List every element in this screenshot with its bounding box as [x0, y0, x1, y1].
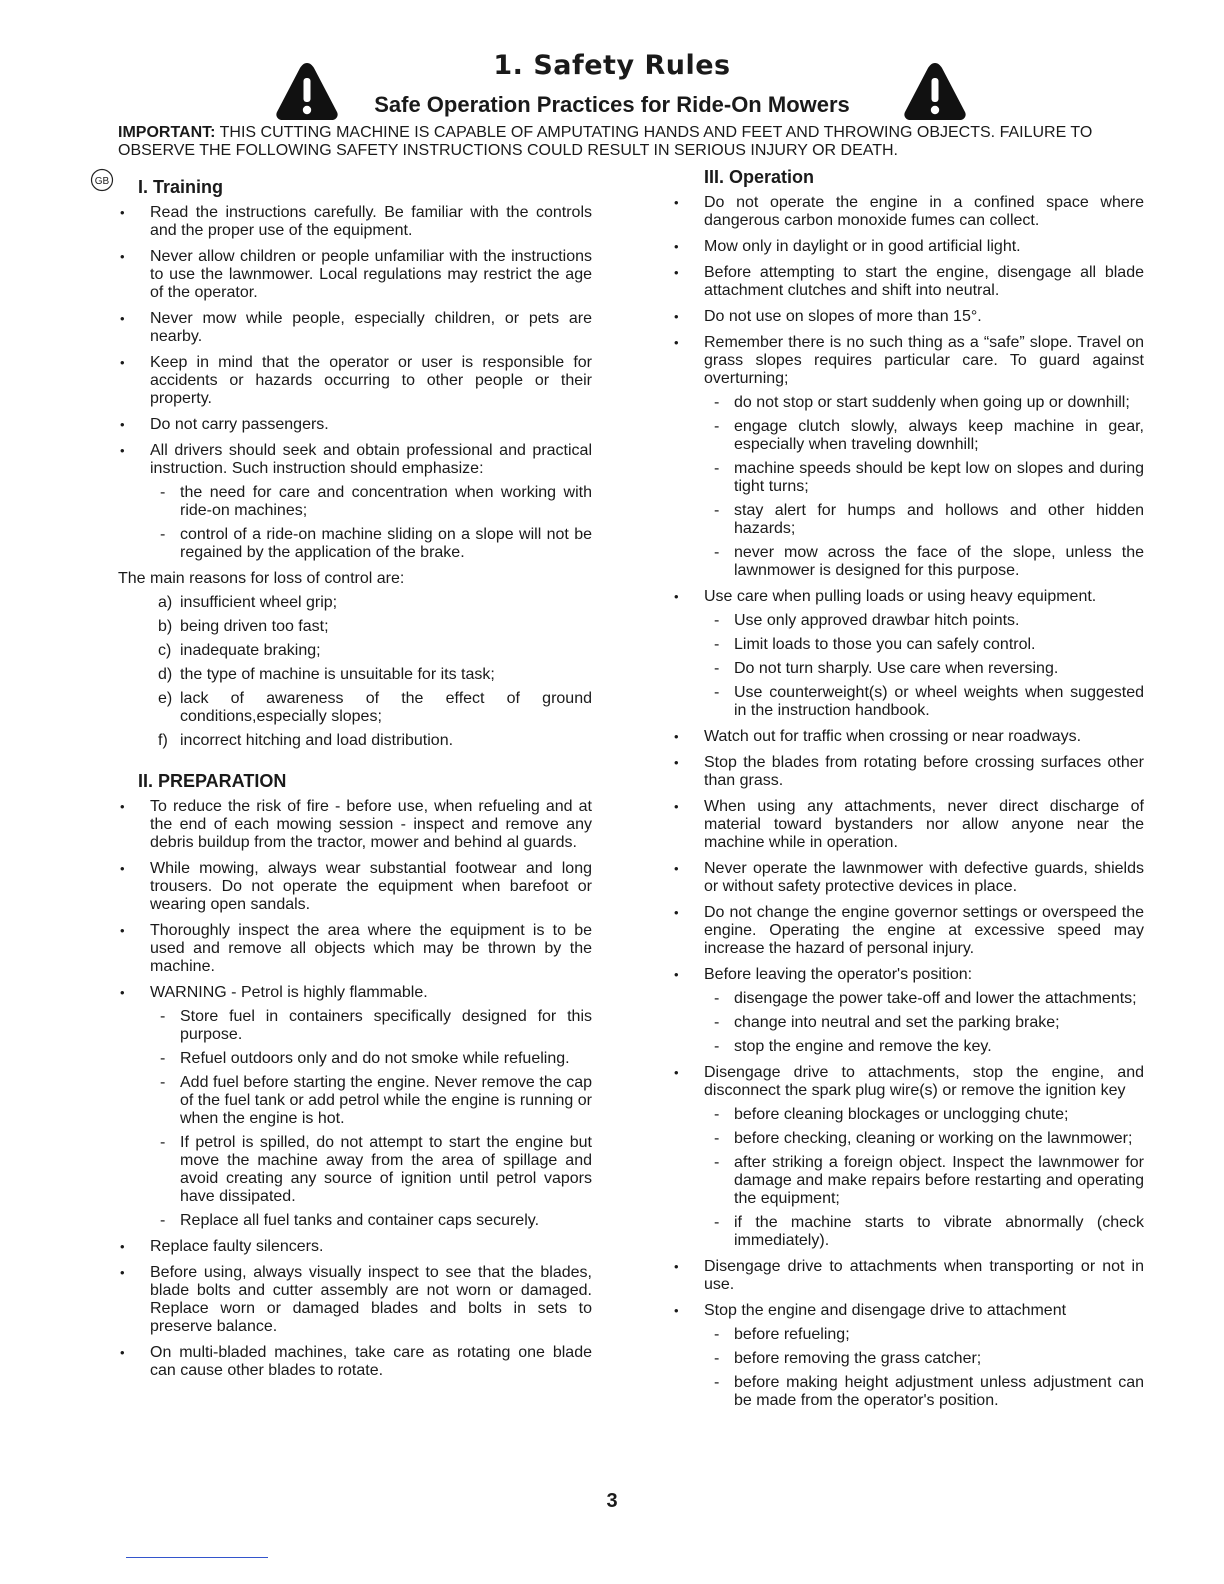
- list-item: • Read the instructions carefully. Be familiar with the controls and the proper use of the equipment.: [118, 204, 592, 240]
- list-item: • Before using, always visually inspect to see that the blades, blade bolts and cutter assembly are not worn or damaged. Replace worn or damaged blades and bolts in sets to preserve balance.: [118, 1264, 592, 1336]
- sub-list-item: - the need for care and concentration when working with ride-on machines;: [150, 484, 592, 520]
- sub-list-item: - before checking, cleaning or working on the lawnmower;: [704, 1130, 1144, 1148]
- page-number: 3: [606, 1490, 618, 1512]
- sub-list: [704, 1326, 1144, 1410]
- list-item: • Disengage drive to attachments when transporting or not in use.: [672, 1258, 1144, 1294]
- list-item: [118, 732, 592, 750]
- list-item: • Replace faulty silencers.: [118, 1238, 592, 1256]
- reasons-intro: The main reasons for loss of control are:: [118, 570, 405, 587]
- sub-list-item: - if the machine starts to vibrate abnormally (check immediately).: [704, 1214, 1144, 1250]
- sub-list-item: - disengage the power take-off and lower the attachments;: [704, 990, 1144, 1008]
- list-item: • Before attempting to start the engine, disengage all blade attachment clutches and shift into neutral.: [672, 264, 1144, 300]
- sub-list-item: - after striking a foreign object. Inspect the lawnmower for damage and make repairs before restarting and operating the equipment;: [704, 1154, 1144, 1208]
- list-item: [118, 984, 592, 1230]
- left-column: [118, 170, 592, 1388]
- list-item-text: Stop the engine and disengage drive to attachment: [704, 1302, 1067, 1319]
- list-item: • When using any attachments, never direct discharge of material toward bystanders nor allow anyone near the machine while in operation.: [672, 798, 1144, 852]
- sub-list-item: - Refuel outdoors only and do not smoke while refueling.: [150, 1050, 592, 1068]
- preparation-list: [118, 798, 592, 1380]
- sub-list-item: - before refueling;: [704, 1326, 1144, 1344]
- sub-list-item: - stop the engine and remove the key.: [704, 1038, 1144, 1056]
- list-item-text: the type of machine is unsuitable for its task;: [180, 666, 495, 683]
- sub-list-item: - stay alert for humps and hollows and other hidden hazards;: [704, 502, 1144, 538]
- sub-list: [150, 484, 592, 562]
- list-item-text: Before leaving the operator's position:: [704, 966, 973, 983]
- list-item: [118, 442, 592, 562]
- list-key: d): [158, 666, 173, 683]
- list-item: • Stop the blades from rotating before crossing surfaces other than grass.: [672, 754, 1144, 790]
- sub-list-item: - before removing the grass catcher;: [704, 1350, 1144, 1368]
- list-item: • Do not carry passengers.: [118, 416, 592, 434]
- list-item: [672, 334, 1144, 580]
- list-item: • Do not change the engine governor settings or overspeed the engine. Operating the engine at excessive speed may increase the hazard of personal injury.: [672, 904, 1144, 958]
- preparation-heading: II. PREPARATION: [138, 771, 287, 791]
- list-item-text: All drivers should seek and obtain professional and practical instruction. Such instruction should emphasize:: [150, 442, 592, 477]
- sub-list: [704, 394, 1144, 580]
- operation-list: [672, 194, 1144, 1410]
- list-item-text: being driven too fast;: [180, 618, 329, 635]
- list-item: [672, 588, 1144, 720]
- sub-list-item: - never mow across the face of the slope, unless the lawnmower is designed for this purpose.: [704, 544, 1144, 580]
- sub-list-item: - do not stop or start suddenly when going up or downhill;: [704, 394, 1144, 412]
- sub-list-item: - Use only approved drawbar hitch points.: [704, 612, 1144, 630]
- list-item-text: incorrect hitching and load distribution.: [180, 732, 454, 749]
- sub-list-item: - Use counterweight(s) or wheel weights when suggested in the instruction handbook.: [704, 684, 1144, 720]
- list-item: • Watch out for traffic when crossing or near roadways.: [672, 728, 1144, 746]
- important-label: IMPORTANT:: [118, 124, 216, 141]
- sub-list-item: - change into neutral and set the parking brake;: [704, 1014, 1144, 1032]
- list-item: • While mowing, always wear substantial footwear and long trousers. Do not operate the equipment when barefoot or wearing open sandals.: [118, 860, 592, 914]
- training-heading: I. Training: [138, 177, 224, 197]
- page-title: 1. Safety Rules: [493, 50, 731, 81]
- sub-list: [704, 990, 1144, 1056]
- right-column: [672, 166, 1144, 1418]
- sub-list: [704, 1106, 1144, 1250]
- operation-heading: III. Operation: [704, 167, 815, 187]
- list-key: e): [158, 690, 173, 707]
- list-item: [118, 690, 592, 726]
- important-text: THIS CUTTING MACHINE IS CAPABLE OF AMPUTATING HANDS AND FEET AND THROWING OBJECTS. FAILURE TO OBSERVE THE FOLLOWING SAFETY INSTRUCTIONS COULD RESULT IN SERIOUS INJURY OR DEATH.: [118, 124, 1093, 159]
- gb-language-icon: [90, 168, 114, 192]
- list-item-text: Disengage drive to attachments, stop the engine, and disconnect the spark plug wire(s) or remove the ignition key: [704, 1064, 1144, 1099]
- list-item: • On multi-bladed machines, take care as rotating one blade can cause other blades to rotate.: [118, 1344, 592, 1380]
- sub-list-item: - machine speeds should be kept low on slopes and during tight turns;: [704, 460, 1144, 496]
- important-notice: [118, 124, 1148, 160]
- page-header: [0, 48, 1224, 126]
- sub-list-item: - control of a ride-on machine sliding on a slope will not be regained by the application of the brake.: [150, 526, 592, 562]
- list-item: [118, 666, 592, 684]
- sub-list: [704, 612, 1144, 720]
- list-key: c): [158, 642, 172, 659]
- list-item: • Do not operate the engine in a confined space where dangerous carbon monoxide fumes can collect.: [672, 194, 1144, 230]
- list-item: • Thoroughly inspect the area where the equipment is to be used and remove all objects which may be thrown by the machine.: [118, 922, 592, 976]
- list-key: b): [158, 618, 173, 635]
- sub-list-item: - before making height adjustment unless adjustment can be made from the operator's position.: [704, 1374, 1144, 1410]
- sub-list: [150, 1008, 592, 1230]
- sub-list-item: - Do not turn sharply. Use care when reversing.: [704, 660, 1144, 678]
- sub-list-item: - Limit loads to those you can safely control.: [704, 636, 1144, 654]
- list-item-text: WARNING - Petrol is highly flammable.: [150, 984, 428, 1001]
- list-item: [672, 1302, 1144, 1410]
- sub-list-item: - engage clutch slowly, always keep machine in gear, especially when traveling downhill;: [704, 418, 1144, 454]
- list-item: [118, 642, 592, 660]
- list-item-text: Use care when pulling loads or using heavy equipment.: [704, 588, 1097, 605]
- sub-list-item: - Store fuel in containers specifically designed for this purpose.: [150, 1008, 592, 1044]
- list-key: f): [158, 732, 168, 749]
- list-item: • Never mow while people, especially children, or pets are nearby.: [118, 310, 592, 346]
- training-list: [118, 204, 592, 562]
- list-item: • Never operate the lawnmower with defective guards, shields or without safety protective devices in place.: [672, 860, 1144, 896]
- list-item: [118, 594, 592, 612]
- warning-triangle-icon: [902, 60, 968, 122]
- list-item: [118, 618, 592, 636]
- list-item: [672, 1064, 1144, 1250]
- list-item: [672, 966, 1144, 1056]
- gb-language-label: GB: [94, 176, 110, 187]
- list-item-text: Remember there is no such thing as a “safe” slope. Travel on grass slopes requires particular care. To guard against overturning;: [704, 334, 1144, 387]
- list-item: • Mow only in daylight or in good artificial light.: [672, 238, 1144, 256]
- list-key: a): [158, 594, 173, 611]
- sub-list-item: - Replace all fuel tanks and container caps securely.: [150, 1212, 592, 1230]
- footer-rule: [126, 1557, 268, 1558]
- list-item-text: inadequate braking;: [180, 642, 321, 659]
- list-item: • To reduce the risk of fire - before use, when refueling and at the end of each mowing session - inspect and remove any debris buildup from the tractor, mower and behind al guards.: [118, 798, 592, 852]
- list-item: • Do not use on slopes of more than 15°.: [672, 308, 1144, 326]
- list-item: • Never allow children or people unfamiliar with the instructions to use the lawnmower. Local regulations may restrict the age of the operator.: [118, 248, 592, 302]
- sub-list-item: - If petrol is spilled, do not attempt to start the engine but move the machine away from the area of spillage and avoid creating any source of ignition until petrol vapors have dissipated.: [150, 1134, 592, 1206]
- list-item: • Keep in mind that the operator or user is responsible for accidents or hazards occurring to other people or their property.: [118, 354, 592, 408]
- list-item-text: insufficient wheel grip;: [180, 594, 338, 611]
- page-subtitle: Safe Operation Practices for Ride-On Mowers: [374, 92, 850, 117]
- reasons-list: [118, 594, 592, 750]
- sub-list-item: - Add fuel before starting the engine. Never remove the cap of the fuel tank or add petrol while the engine is running or when the engine is hot.: [150, 1074, 592, 1128]
- list-item-text: lack of awareness of the effect of ground conditions,especially slopes;: [180, 690, 592, 725]
- sub-list-item: - before cleaning blockages or unclogging chute;: [704, 1106, 1144, 1124]
